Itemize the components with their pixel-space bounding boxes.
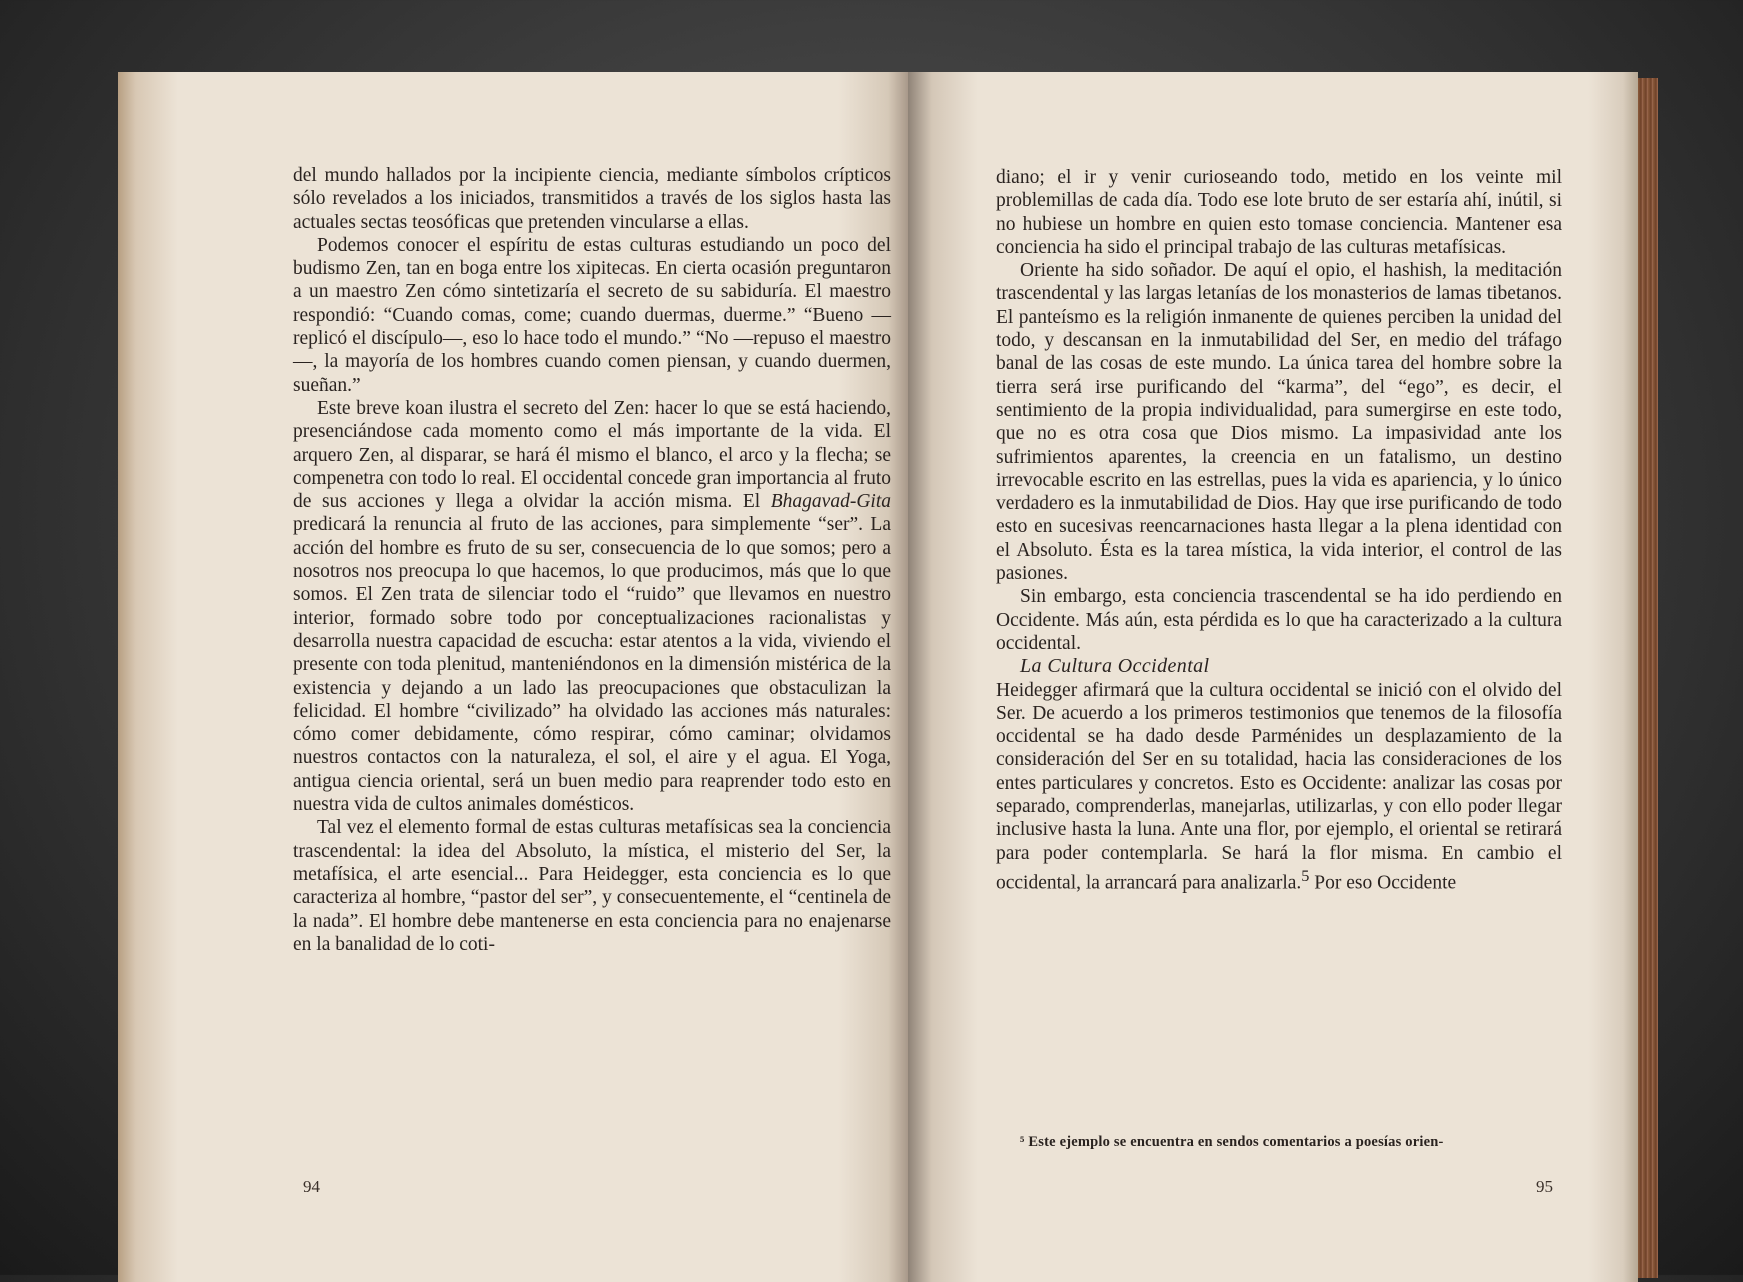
section-heading: La Cultura Occidental xyxy=(1020,655,1210,678)
left-text-block xyxy=(293,164,891,956)
paragraph: del mundo hallados por la incipiente ciencia, mediante símbolos crípticos sólo revelados a los iniciados, transmitidos a través de los siglos hasta las actuales sectas teosóficas que pretenden vincularse a ellas. xyxy=(293,165,891,233)
paragraph-text: Heidegger afirmará que la cultura occidental se inició con el olvido del Ser. De acuerdo a los primeros testimonios que tenemos de la filosofía occidental se ha dado desde Parménides un desplazamiento de la consideración del Ser en su totalidad, hacia las consideraciones de los entes particulares y concretos. Esto es Occidente: analizar las cosas por separado, comprenderlas, manejarlas, utilizarlas, y con ello poder llegar inclusive hasta la luna. Ante una flor, por ejemplo, el oriental se retirará para poder contemplarla. Se hará la flor misma. En cambio el occidental, la arrancará para analizarla. xyxy=(996,679,1562,894)
paragraph: Sin embargo, esta conciencia trascendental se ha ido perdiendo en Occidente. Más aún, esta pérdida es lo que ha caracterizado a la cultura occidental. xyxy=(996,586,1562,654)
paragraph: Tal vez el elemento formal de estas culturas metafísicas sea la conciencia trascendental: la idea del Absoluto, la mística, el misterio del Ser, la metafísica, el arte esencial... Para Heidegger, esta conciencia es lo que caracteriza al hombre, “pastor del ser”, y consecuentemente, el “centinela de la nada”. El hombre debe mantenerse en esta conciencia para no enajenarse en la banalidad de lo coti- xyxy=(293,817,891,955)
paragraph xyxy=(996,679,1562,895)
italic-term: Bhagavad-Gita xyxy=(770,491,891,513)
right-text-block xyxy=(996,166,1562,895)
footnote-marker: 5 xyxy=(1301,866,1310,885)
paragraph xyxy=(293,397,891,816)
left-page xyxy=(118,72,908,1282)
open-book xyxy=(118,72,1658,1282)
paragraph-text: predicará la renuncia al fruto de las acciones, para simplemente “ser”. La acción del hombre es fruto de su ser, consecuencia de lo que somos; pero a nosotros nos preocupa lo que hacemos, lo que producimos, más que lo que somos. El Zen trata de silenciar todo el “ruido” que llevamos en nuestro interior, formado sobre todo por conceptualizaciones racionalistas y desarrolla nuestra capacidad de escucha: estar atentos a la vida, viviendo el presente con toda plenitud, manteniéndonos en la dimensión mistérica de la existencia y dejando a un lado las preocupaciones que obstaculizan la felicidad. El hombre “civilizado” ha olvidado las acciones más naturales: cómo comer debidamente, cómo respirar, cómo caminar; olvidamos nuestros contactos con la naturaleza, el sol, el aire y el agua. El Yoga, antigua ciencia oriental, será un buen medio para reaprender todo esto en nuestra vida de cultos animales domésticos. xyxy=(293,514,891,816)
page-edge xyxy=(1638,78,1658,1278)
paragraph: Oriente ha sido soñador. De aquí el opio, el hashish, la meditación trascendental y las largas letanías de los monasterios de lamas tibetanos. El panteísmo es la religión inmanente de quienes perciben la unidad del todo, y descansan en la inmutabilidad del Ser, en medio del tráfago banal de las cosas de este mundo. La única tarea del hombre sobre la tierra será irse purificando del “karma”, del “ego”, es decir, el sentimiento de la propia individualidad, para sumergirse en este todo, que no es otra cosa que Dios mismo. La impasividad ante los sufrimientos aparentes, la creencia en un fatalismo, un destino irrevocable escrito en las estrellas, pues la vida es apariencia, y lo único verdadero es la inmutabilidad de Dios. Hay que irse purificando de todo esto en sucesivas reencarnaciones hasta llegar a la plena identidad con el Absoluto. Ésta es la tarea mística, la vida interior, el control de las pasiones. xyxy=(996,260,1562,585)
page-number: 94 xyxy=(303,1177,320,1196)
paragraph-text: Este breve koan ilustra el secreto del Zen: hacer lo que se está haciendo, presenciándose cada momento como el más importante de la vida. El arquero Zen, al disparar, se hará él mismo el blanco, el arco y la flecha; se compenetra con todo lo real. El occidental concede gran importancia al fruto de sus acciones y llega a olvidar la acción misma. El xyxy=(293,397,891,513)
paragraph-text: Por eso Occidente xyxy=(1309,872,1457,894)
footnote: ⁵ Este ejemplo se encuentra en sendos comentarios a poesías orien- xyxy=(1020,1134,1444,1150)
page-number: 95 xyxy=(1536,1177,1553,1196)
right-page xyxy=(908,72,1638,1282)
paragraph: Podemos conocer el espíritu de estas culturas estudiando un poco del budismo Zen, tan en boga entre los xipitecas. En cierta ocasión preguntaron a un maestro Zen cómo sintetizaría el secreto de su sabiduría. El maestro respondió: “Cuando comas, come; cuando duermas, duerme.” “Bueno —replicó el discípulo—, eso lo hace todo el mundo.” “No —repuso el maestro—, la mayoría de los hombres cuando comen piensan, y cuando duermen, sueñan.” xyxy=(293,234,891,396)
paragraph: diano; el ir y venir curioseando todo, metido en los veinte mil problemillas de cada día. Todo ese lote bruto de ser estaría ahí, inútil, si no hubiese un hombre en quien esto tomase conciencia. Mantener esa conciencia ha sido el principal trabajo de las culturas metafísicas. xyxy=(996,167,1562,258)
